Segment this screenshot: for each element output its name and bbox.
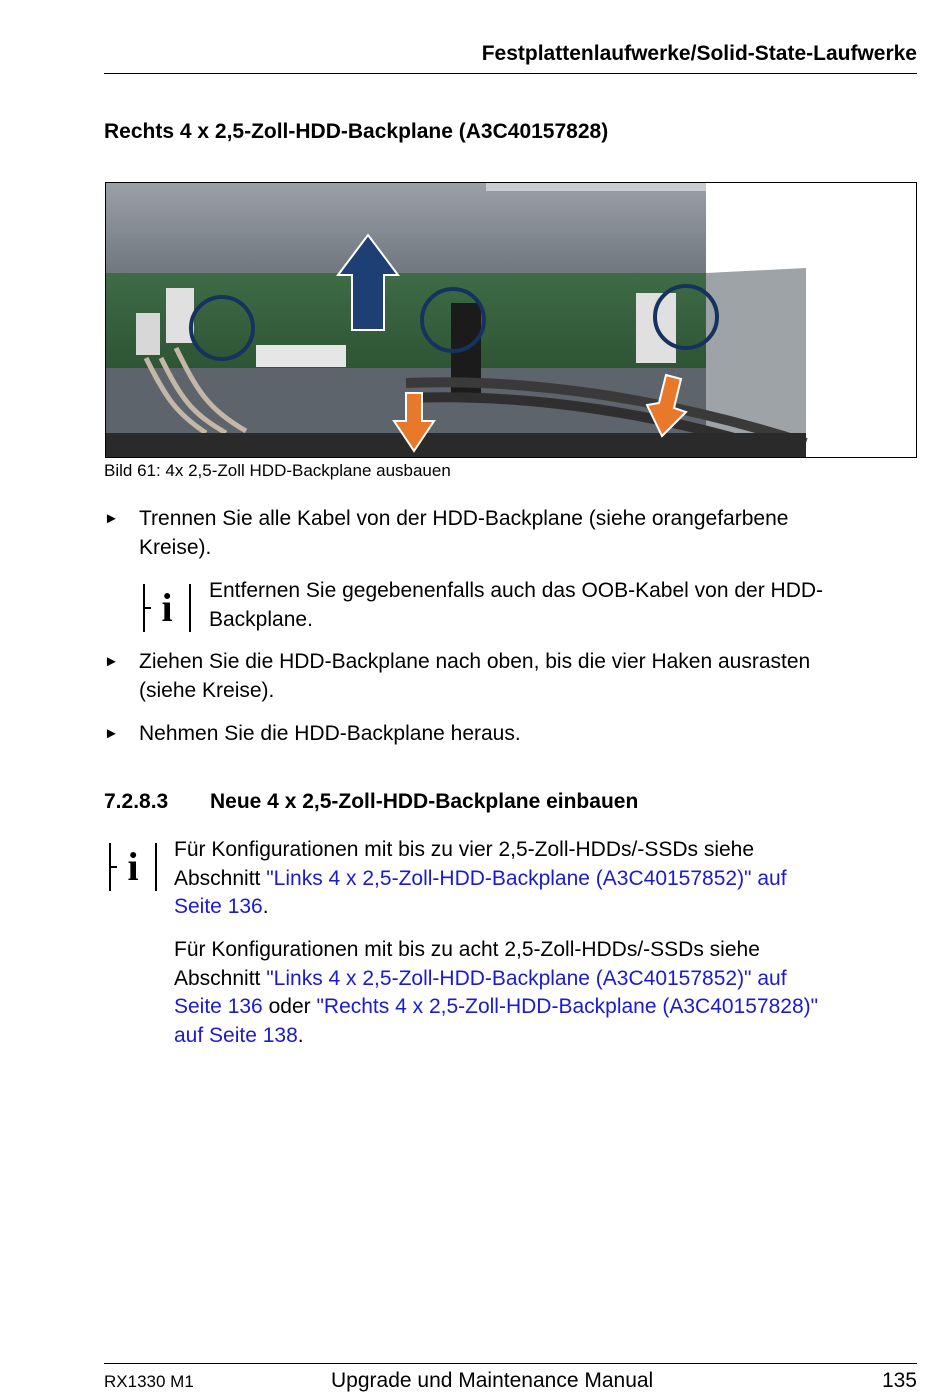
note-configurations-eight: Für Konfigurationen mit bis zu acht 2,5-Zoll-HDDs/-SSDs siehe Abschnitt "Links 4 x 2,5-Zoll-HDD-Backplane (A3C40157852)" auf Seite 136 oder "Rechts 4 x 2,5-Zoll-HDD-Backplane (A3C40157828)" auf Seite 138. [174,938,819,1047]
step-3: Nehmen Sie die HDD-Backplane heraus. [139,722,521,745]
step-1: Trennen Sie alle Kabel von der HDD-Backplane (siehe orangefarbene Kreise). [139,507,789,559]
section-title: Rechts 4 x 2,5-Zoll-HDD-Backplane (A3C40157828) [104,120,609,143]
running-header: Festplattenlaufwerke/Solid-State-Laufwerke [481,42,917,65]
figure-caption: Bild 61: 4x 2,5-Zoll HDD-Backplane ausbauen [104,461,451,480]
footer-model: RX1330 M1 [104,1372,194,1391]
link-page-136[interactable]: Seite 136 [174,995,263,1018]
link-left-backplane[interactable]: "Links 4 x 2,5-Zoll-HDD-Backplane (A3C40157852)" auf [266,866,787,890]
bullet-icon: ► [104,725,119,742]
drive-bay-front [106,433,806,457]
info-icon: i [109,843,157,891]
header-rule [104,73,917,74]
step-2: Ziehen Sie die HDD-Backplane nach oben, bis die vier Haken ausrasten (siehe Kreise). [139,650,811,702]
footer-rule [104,1363,917,1364]
power-connector [136,313,160,355]
info-icon: i [143,584,191,632]
link-left-backplane[interactable]: "Links 4 x 2,5-Zoll-HDD-Backplane (A3C40157852)" auf [266,966,787,990]
note-oob-cable: Entfernen Sie gegebenenfalls auch das OOB-Kabel von der HDD- Backplane. [209,579,824,631]
backplane-board [106,273,706,368]
footer-manual-title: Upgrade und Maintenance Manual [331,1369,654,1392]
note-configurations: Für Konfigurationen mit bis zu vier 2,5-Zoll-HDDs/-SSDs siehe Abschnitt "Links 4 x 2,5-Zoll-HDD-Backplane (A3C40157852)" auf Seite 136. [174,838,787,918]
bullet-icon: ► [104,653,119,670]
subsection-heading: 7.2.8.3 Neue 4 x 2,5-Zoll-HDD-Backplane einbauen [104,790,639,813]
bullet-icon: ► [104,510,119,527]
page-number: 135 [881,1369,917,1392]
board-label [256,345,346,367]
link-page-136[interactable]: Seite 136 [174,895,263,918]
backplane-photo [105,182,917,458]
link-right-backplane[interactable]: "Rechts 4 x 2,5-Zoll-HDD-Backplane (A3C40157828)" [316,995,819,1018]
link-page-138[interactable]: auf Seite 138 [174,1023,298,1047]
chassis-top [106,183,706,278]
backplane-illustration [106,183,916,457]
chassis-vent-strip [486,183,706,191]
